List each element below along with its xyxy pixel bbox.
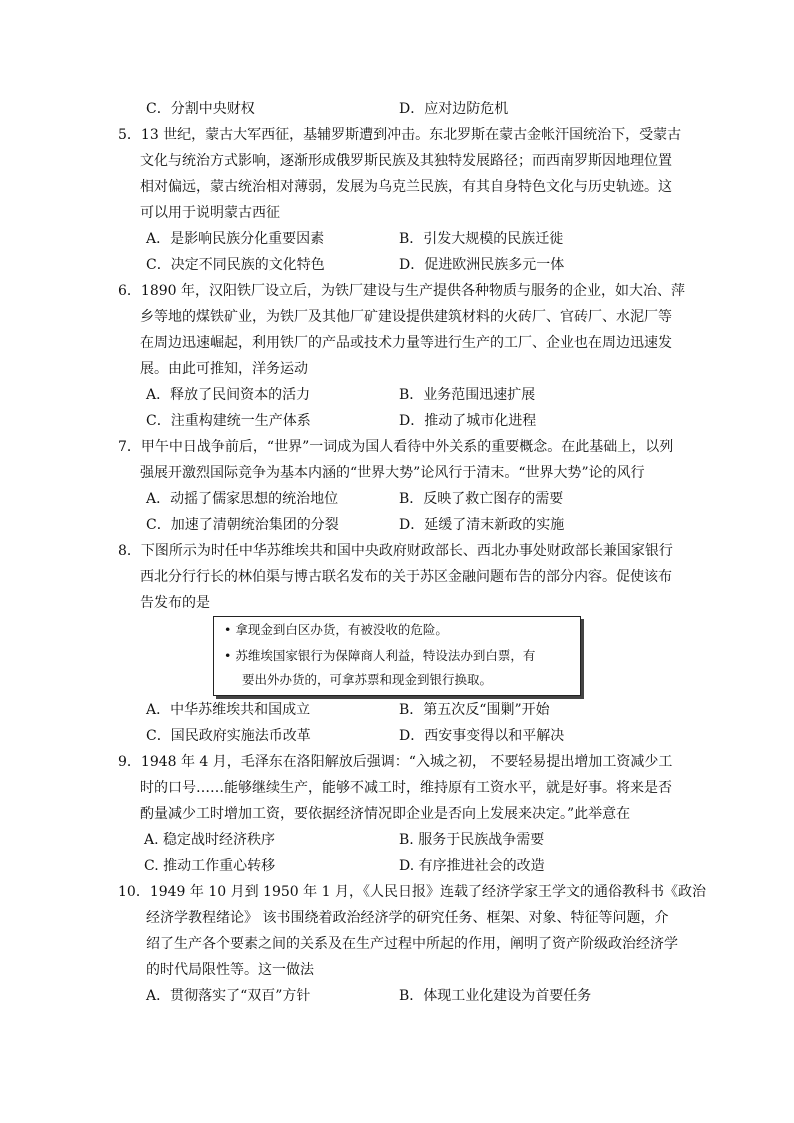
q6-stem-line-3: 在周边迅速崛起，利用铁厂的产品或技术力量等进行生产的工厂、企业也在周边迅速发 — [140, 335, 672, 351]
q9-option-a: A. 稳定战时经济秩序 — [144, 832, 276, 848]
q10-stem-line-4: 的时代局限性等。这一做法 — [146, 962, 314, 978]
q9-option-b: B. 服务于民族战争需要 — [399, 832, 545, 848]
q7-stem-line-1: 7．甲午中日战争前后，“世界”一词成为国人看待中外关系的重要概念。在此基础上，以列 — [118, 439, 674, 455]
notice-line-3: 要出外办货的，可拿苏票和现金到银行换取。 — [242, 672, 493, 687]
q8-stem-line-2: 西北分行行长的林伯渠与博古联名发布的关于苏区金融问题布告的部分内容。促使该布 — [140, 569, 672, 585]
q6-stem-line-2: 乡等地的煤铁矿业，为铁厂及其他厂矿建设提供建筑材料的火砖厂、官砖厂、水泥厂等 — [140, 309, 672, 325]
q4-option-c: C．分割中央财权 — [146, 101, 255, 117]
q5-option-b: B．引发大规模的民族迁徙 — [399, 231, 564, 247]
q5-stem-line-1: 5．13 世纪，蒙古大军西征，基辅罗斯遭到冲击。东北罗斯在蒙古金帐汗国统治下，受蒙古 — [118, 127, 682, 143]
q5-stem-line-2: 文化与统治方式影响，逐渐形成俄罗斯民族及其独特发展路径；而西南罗斯因地理位置 — [140, 153, 672, 169]
q6-stem-line-4: 展。由此可推知，洋务运动 — [140, 361, 308, 377]
q8-option-c: C．国民政府实施法币改革 — [146, 728, 311, 744]
q9-option-c: C. 推动工作重心转移 — [144, 858, 276, 874]
q6-option-c: C．注重构建统一生产体系 — [146, 413, 311, 429]
q5-option-c: C．决定不同民族的文化特色 — [146, 257, 325, 273]
q5-option-a: A．是影响民族分化重要因素 — [146, 231, 325, 247]
q10-stem-line-2: 经济学教程绪论》 该书围绕着政治经济学的研究任务、框架、对象、特征等问题，介 — [146, 910, 669, 926]
q8-option-a: A．中华苏维埃共和国成立 — [146, 702, 311, 718]
q9-stem-line-1: 9．1948 年 4 月，毛泽东在洛阳解放后强调：“入城之初， 不要轻易提出增加工资减少工 — [118, 754, 673, 770]
q10-option-b: B．体现工业化建设为首要任务 — [399, 988, 592, 1004]
q9-stem-line-3: 酌量减少工时增加工资，要依据经济情况即企业是否向上发展来决定。”此举意在 — [140, 806, 631, 822]
q6-option-a: A．释放了民间资本的活力 — [146, 387, 311, 403]
q8-option-b: B．第五次反“围剿”开始 — [399, 702, 550, 718]
q4-option-d: D．应对边防危机 — [399, 101, 509, 117]
q5-stem-line-3: 相对偏远，蒙古统治相对薄弱，发展为乌克兰民族，有其自身特色文化与历史轨迹。这 — [140, 179, 672, 195]
q7-option-a: A．动摇了儒家思想的统治地位 — [146, 491, 339, 507]
q7-option-b: B．反映了救亡图存的需要 — [399, 491, 564, 507]
q9-option-d: D. 有序推进社会的改造 — [399, 858, 545, 874]
q7-option-d: D．延缓了清末新政的实施 — [399, 517, 565, 533]
q8-stem-line-3: 告发布的是 — [140, 595, 210, 611]
q10-stem-line-3: 绍了生产各个要素之间的关系及在生产过程中所起的作用，阐明了资产阶级政治经济学 — [146, 936, 678, 952]
q7-option-c: C．加速了清朝统治集团的分裂 — [146, 517, 339, 533]
q5-stem-line-4: 可以用于说明蒙古西征 — [140, 205, 280, 221]
notice-line-1: • 拿现金到白区办货，有被没收的危险。 — [224, 622, 448, 637]
q10-stem-line-1: 10．1949 年 10 月到 1950 年 1 月，《人民日报》连载了经济学家王学文的通俗教科书《政治 — [118, 884, 706, 900]
q6-option-b: B．业务范围迅速扩展 — [399, 387, 536, 403]
q10-option-a: A．贯彻落实了“双百”方针 — [146, 988, 311, 1004]
notice-line-2: • 苏维埃国家银行为保障商人利益，特设法办到白票，有 — [224, 648, 536, 663]
q7-stem-line-2: 强展开激烈国际竞争为基本内涵的“世界大势”论风行于清末。“世界大势”论的风行 — [140, 465, 645, 481]
q5-option-d: D．促进欧洲民族多元一体 — [399, 257, 565, 273]
q8-option-d: D．西安事变得以和平解决 — [399, 728, 565, 744]
q8-stem-line-1: 8．下图所示为时任中华苏维埃共和国中央政府财政部长、西北办事处财政部长兼国家银行 — [118, 543, 673, 559]
q6-option-d: D．推动了城市化进程 — [399, 413, 537, 429]
q9-stem-line-2: 时的口号……能够继续生产，能够不减工时，维持原有工资水平，就是好事。将来是否 — [140, 780, 672, 796]
q6-stem-line-1: 6．1890 年，汉阳铁厂设立后，为铁厂建设与生产提供各种物质与服务的企业，如大冶、萍 — [118, 283, 685, 299]
q8-notice-excerpt-box — [213, 616, 581, 696]
